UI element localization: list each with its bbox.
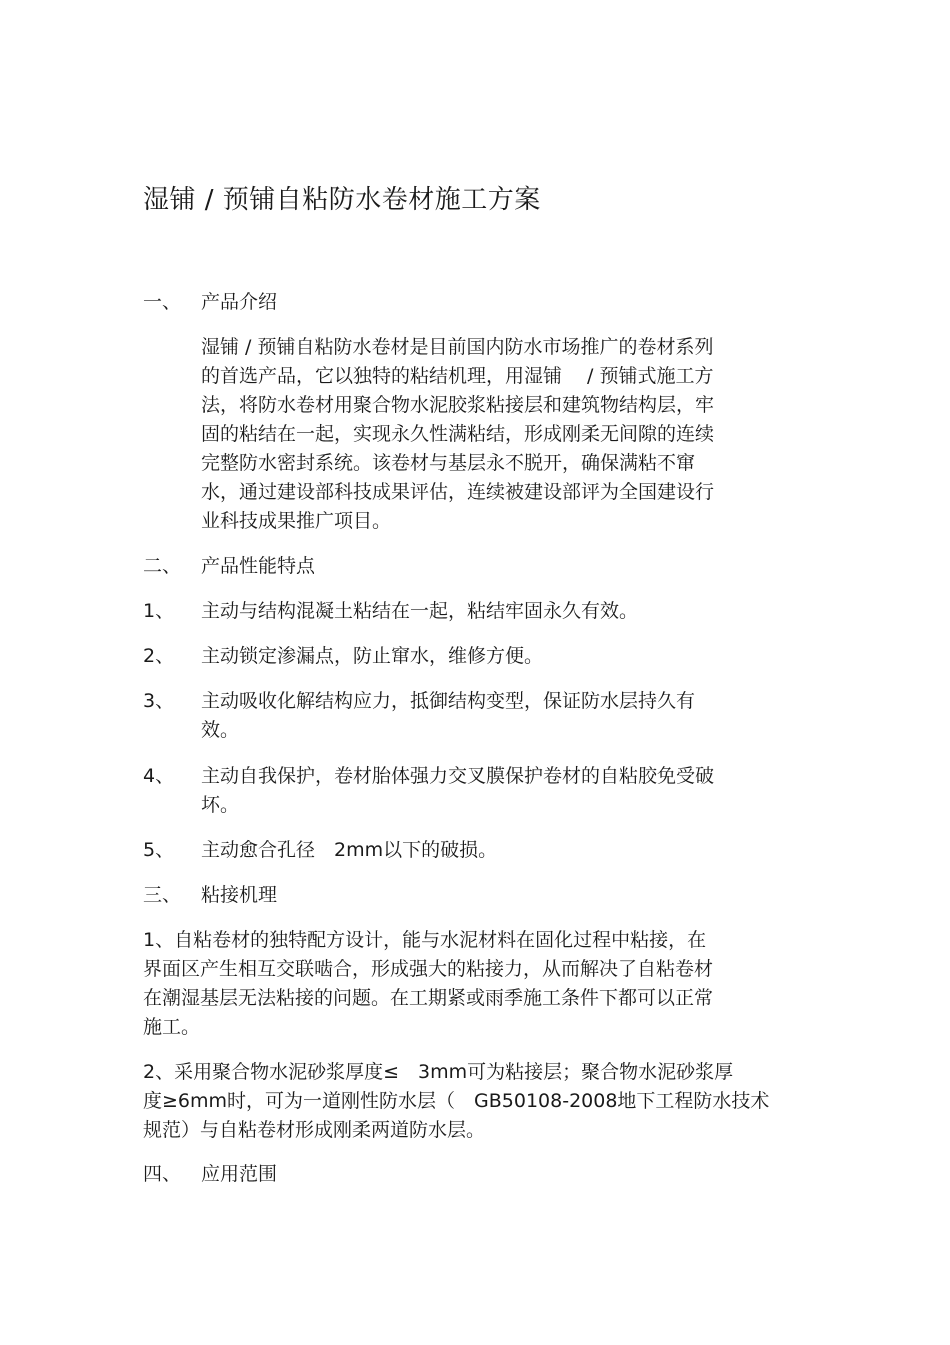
feature-number: 3、	[143, 690, 175, 712]
feature-number: 1、	[143, 600, 175, 622]
feature-number: 4、	[143, 765, 175, 787]
feature-number: 2、	[143, 645, 175, 667]
section-heading-features	[143, 552, 315, 581]
feature-number: 5、	[143, 839, 175, 861]
section-heading-product-intro	[143, 288, 277, 317]
section-number: 四、	[143, 1163, 182, 1185]
section-number: 一、	[143, 291, 182, 313]
section-label: 应用范围	[201, 1163, 278, 1185]
section-label: 产品性能特点	[201, 555, 316, 577]
product-intro-paragraph: 湿铺 / 预铺自粘防水卷材是目前国内防水市场推广的卷材系列 的首选产品，它以独特的粘结机理，用湿铺 / 预铺式施工方 法，将防水卷材用聚合物水泥胶浆粘接层和建筑物结构层，牢 固的粘结在一起，实现永久性满粘结，形成刚柔无间隙的连续 完整防水密封系统。该卷材与基层永不脱开，确保满粘不窜 水，通过建设部科技成果评估，连续被建设部评为全国建设行 业科技成果推广项目。	[201, 336, 715, 532]
document-title: 湿铺 / 预铺自粘防水卷材施工方案	[143, 185, 541, 215]
bonding-paragraph-1: 1、自粘卷材的独特配方设计，能与水泥材料在固化过程中粘接，在 界面区产生相互交联啮合，形成强大的粘接力，从而解决了自粘卷材 在潮湿基层无法粘接的问题。在工期紧或雨季施工条件下都可以正常 施工。	[143, 929, 714, 1038]
feature-text: 主动锁定渗漏点，防止窜水，维修方便。	[201, 645, 544, 667]
section-heading-bonding-mechanism	[143, 881, 277, 910]
section-label: 粘接机理	[201, 884, 278, 906]
section-label: 产品介绍	[201, 291, 278, 313]
section-number: 二、	[143, 555, 182, 577]
feature-text: 主动与结构混凝土粘结在一起，粘结牢固永久有效。	[201, 600, 639, 622]
section-heading-application-scope	[143, 1160, 277, 1189]
section-number: 三、	[143, 884, 182, 906]
feature-text: 主动吸收化解结构应力，抵御结构变型，保证防水层持久有 效。	[201, 690, 696, 741]
bonding-paragraph-2: 2、采用聚合物水泥砂浆厚度≤ 3mm可为粘接层；聚合物水泥砂浆厚 度≥6mm时，可为一道刚性防水层（ GB50108-2008地下工程防水技术 规范）与自粘卷材形成刚柔两道防水层。	[143, 1061, 770, 1141]
feature-text: 主动自我保护，卷材胎体强力交叉膜保护卷材的自粘胶免受破 坏。	[201, 765, 715, 816]
feature-text: 主动愈合孔径 2mm以下的破损。	[201, 839, 498, 861]
